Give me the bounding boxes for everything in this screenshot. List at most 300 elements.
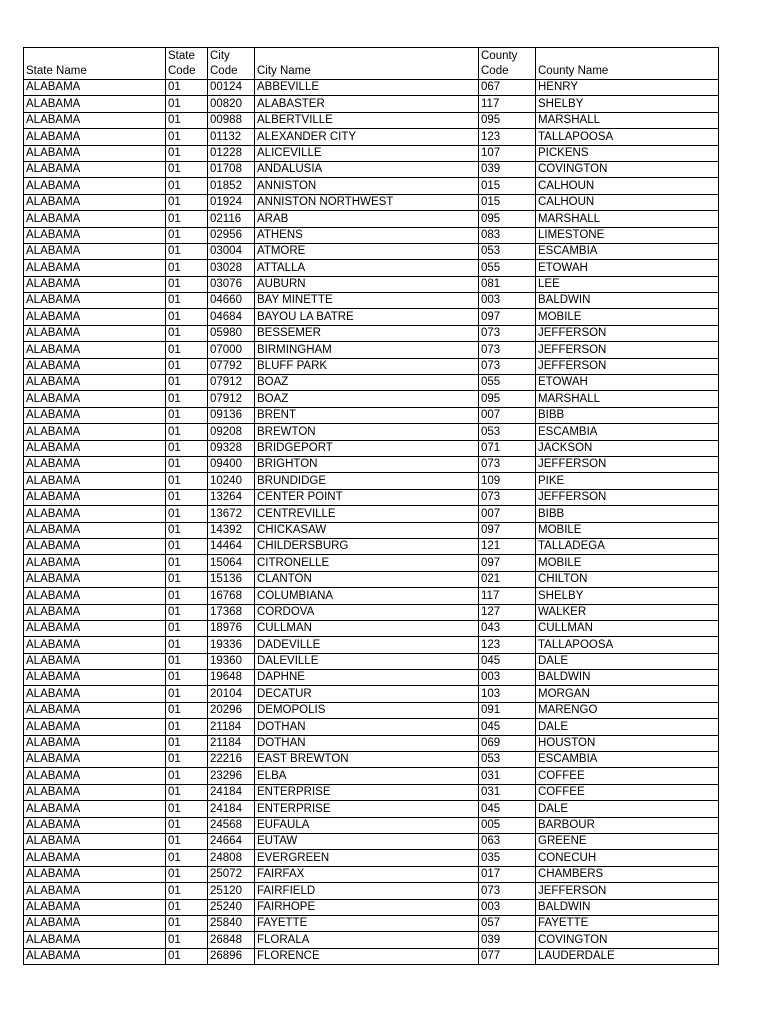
state-name-cell: ALABAMA (24, 653, 166, 669)
state-name-cell: ALABAMA (24, 440, 166, 456)
table-body (24, 80, 719, 965)
city-name-cell: BRIGHTON (255, 456, 479, 472)
county-code-cell: 083 (479, 227, 536, 243)
state-code-cell: 01 (166, 571, 208, 587)
city-name-cell: DALEVILLE (255, 653, 479, 669)
county-code-cell: 039 (479, 932, 536, 948)
county-name-cell: HENRY (536, 80, 719, 96)
city-name-cell: FLORALA (255, 932, 479, 948)
state-name-cell: ALABAMA (24, 456, 166, 472)
state-name-cell: ALABAMA (24, 620, 166, 636)
city-code-cell: 09328 (208, 440, 255, 456)
city-code-cell: 25240 (208, 899, 255, 915)
state-code-cell: 01 (166, 407, 208, 423)
county-name-cell: LEE (536, 276, 719, 292)
city-code-cell: 03004 (208, 243, 255, 259)
county-name-cell: JEFFERSON (536, 456, 719, 472)
state-code-cell: 01 (166, 325, 208, 341)
county-name-cell: CALHOUN (536, 178, 719, 194)
county-name-cell: JEFFERSON (536, 358, 719, 374)
county-name-cell: PICKENS (536, 145, 719, 161)
state-name-cell: ALABAMA (24, 473, 166, 489)
city-name-cell: DOTHAN (255, 719, 479, 735)
city-code-cell: 17368 (208, 604, 255, 620)
table-row (24, 473, 719, 489)
table-row (24, 522, 719, 538)
state-code-cell: 01 (166, 653, 208, 669)
city-code-cell: 03076 (208, 276, 255, 292)
state-code-cell: 01 (166, 96, 208, 112)
county-name-cell: JACKSON (536, 440, 719, 456)
state-code-cell: 01 (166, 915, 208, 931)
county-name-cell: BIBB (536, 506, 719, 522)
city-code-cell: 15064 (208, 555, 255, 571)
county-name-cell: JEFFERSON (536, 883, 719, 899)
county-code-cell: 035 (479, 850, 536, 866)
county-code-cell: 057 (479, 915, 536, 931)
state-code-cell: 01 (166, 293, 208, 309)
city-code-cell: 26896 (208, 948, 255, 964)
county-code-cell: 015 (479, 194, 536, 210)
state-name-cell: ALABAMA (24, 342, 166, 358)
city-code-cell: 23296 (208, 768, 255, 784)
city-name-cell: FLORENCE (255, 948, 479, 964)
county-code-cell: 117 (479, 96, 536, 112)
county-code-cell: 015 (479, 178, 536, 194)
table-row (24, 670, 719, 686)
county-name-cell: ETOWAH (536, 375, 719, 391)
county-name-cell: MOBILE (536, 555, 719, 571)
county-code-cell: 123 (479, 637, 536, 653)
county-name-cell: BALDWIN (536, 899, 719, 915)
county-code-cell: 073 (479, 456, 536, 472)
state-name-cell: ALABAMA (24, 801, 166, 817)
county-name-cell: MARSHALL (536, 391, 719, 407)
table-row (24, 719, 719, 735)
state-code-cell: 01 (166, 932, 208, 948)
city-name-cell: ALBERTVILLE (255, 112, 479, 128)
state-code-cell: 01 (166, 260, 208, 276)
county-code-cell: 109 (479, 473, 536, 489)
county-code-cell: 073 (479, 325, 536, 341)
county-code-cell: 081 (479, 276, 536, 292)
state-name-cell: ALABAMA (24, 752, 166, 768)
county-code-cell: 073 (479, 342, 536, 358)
city-code-cell: 19360 (208, 653, 255, 669)
city-name-cell: ARAB (255, 211, 479, 227)
city-name-cell: EUFAULA (255, 817, 479, 833)
table-row (24, 145, 719, 161)
city-code-cell: 02116 (208, 211, 255, 227)
city-code-cell: 14464 (208, 538, 255, 554)
county-code-cell: 107 (479, 145, 536, 161)
city-code-cell: 25072 (208, 866, 255, 882)
state-code-cell: 01 (166, 276, 208, 292)
city-name-cell: DAPHNE (255, 670, 479, 686)
city-code-cell: 24664 (208, 833, 255, 849)
county-code-cell: 005 (479, 817, 536, 833)
city-code-cell: 04660 (208, 293, 255, 309)
table-row (24, 325, 719, 341)
county-name-cell: LAUDERDALE (536, 948, 719, 964)
county-name-cell: CONECUH (536, 850, 719, 866)
state-name-cell: ALABAMA (24, 161, 166, 177)
state-name-cell: ALABAMA (24, 80, 166, 96)
state-code-cell: 01 (166, 342, 208, 358)
table-row (24, 833, 719, 849)
city-name-cell: EAST BREWTON (255, 752, 479, 768)
city-code-cell: 24184 (208, 801, 255, 817)
state-name-cell: ALABAMA (24, 637, 166, 653)
county-code-cell: 045 (479, 801, 536, 817)
state-name-cell: ALABAMA (24, 932, 166, 948)
city-name-cell: DADEVILLE (255, 637, 479, 653)
state-name-cell: ALABAMA (24, 670, 166, 686)
city-code-cell: 15136 (208, 571, 255, 587)
county-code-cell: 053 (479, 424, 536, 440)
county-name-cell: GREENE (536, 833, 719, 849)
county-code-cell: 003 (479, 670, 536, 686)
table-row (24, 80, 719, 96)
table-row (24, 424, 719, 440)
state-name-cell: ALABAMA (24, 522, 166, 538)
city-code-cell: 07000 (208, 342, 255, 358)
city-name-cell: ABBEVILLE (255, 80, 479, 96)
state-name-cell: ALABAMA (24, 571, 166, 587)
city-name-cell: ANNISTON (255, 178, 479, 194)
state-code-cell: 01 (166, 817, 208, 833)
city-name-cell: FAIRFIELD (255, 883, 479, 899)
state-name-cell: ALABAMA (24, 96, 166, 112)
county-code-cell: 045 (479, 719, 536, 735)
city-code-cell: 09208 (208, 424, 255, 440)
table-row (24, 752, 719, 768)
state-name-cell: ALABAMA (24, 325, 166, 341)
table-row (24, 407, 719, 423)
table-row (24, 293, 719, 309)
county-name-cell: MORGAN (536, 686, 719, 702)
state-code-cell: 01 (166, 522, 208, 538)
city-county-table (23, 47, 719, 965)
county-code-cell: 067 (479, 80, 536, 96)
county-code-cell: 077 (479, 948, 536, 964)
city-code-cell: 16768 (208, 588, 255, 604)
state-code-cell: 01 (166, 489, 208, 505)
state-code-cell: 01 (166, 768, 208, 784)
county-name-cell: HOUSTON (536, 735, 719, 751)
county-code-cell: 003 (479, 899, 536, 915)
state-code-cell: 01 (166, 801, 208, 817)
state-code-cell: 01 (166, 506, 208, 522)
table-row (24, 375, 719, 391)
city-code-cell: 20104 (208, 686, 255, 702)
county-name-cell: COVINGTON (536, 161, 719, 177)
table-row (24, 391, 719, 407)
state-name-cell: ALABAMA (24, 768, 166, 784)
county-code-cell: 039 (479, 161, 536, 177)
city-code-cell: 09400 (208, 456, 255, 472)
table-row (24, 555, 719, 571)
county-name-cell: COFFEE (536, 784, 719, 800)
city-name-cell: BOAZ (255, 391, 479, 407)
county-name-cell: ESCAMBIA (536, 424, 719, 440)
state-name-cell: ALABAMA (24, 588, 166, 604)
city-code-cell: 01708 (208, 161, 255, 177)
table-row (24, 194, 719, 210)
table-row (24, 211, 719, 227)
state-name-cell: ALABAMA (24, 227, 166, 243)
city-code-cell: 01228 (208, 145, 255, 161)
county-name-cell: MARSHALL (536, 112, 719, 128)
city-name-cell: EVERGREEN (255, 850, 479, 866)
county-name-cell: DALE (536, 653, 719, 669)
county-code-cell: 007 (479, 407, 536, 423)
city-name-cell: DEMOPOLIS (255, 702, 479, 718)
city-name-cell: ELBA (255, 768, 479, 784)
table-row (24, 112, 719, 128)
table-row (24, 817, 719, 833)
city-name-cell: CENTREVILLE (255, 506, 479, 522)
state-code-cell: 01 (166, 424, 208, 440)
table-row (24, 358, 719, 374)
state-name-cell: ALABAMA (24, 243, 166, 259)
state-code-cell: 01 (166, 899, 208, 915)
table-row (24, 506, 719, 522)
city-code-cell: 05980 (208, 325, 255, 341)
county-name-cell: BALDWIN (536, 293, 719, 309)
table-row (24, 260, 719, 276)
state-code-cell: 01 (166, 620, 208, 636)
city-name-cell: CHICKASAW (255, 522, 479, 538)
table-row (24, 440, 719, 456)
county-code-cell: 123 (479, 129, 536, 145)
county-name-cell: WALKER (536, 604, 719, 620)
table-row (24, 456, 719, 472)
city-name-cell: CHILDERSBURG (255, 538, 479, 554)
state-code-cell: 01 (166, 473, 208, 489)
county-name-cell: CULLMAN (536, 620, 719, 636)
city-code-cell: 09136 (208, 407, 255, 423)
table-row (24, 129, 719, 145)
city-name-cell: ENTERPRISE (255, 784, 479, 800)
state-name-cell: ALABAMA (24, 260, 166, 276)
state-code-cell: 01 (166, 211, 208, 227)
county-code-cell: 095 (479, 112, 536, 128)
county-name-cell: MARENGO (536, 702, 719, 718)
table-row (24, 489, 719, 505)
state-code-cell: 01 (166, 227, 208, 243)
city-code-cell: 13264 (208, 489, 255, 505)
county-name-cell: BALDWIN (536, 670, 719, 686)
table-row (24, 178, 719, 194)
state-name-cell: ALABAMA (24, 948, 166, 964)
table-row (24, 276, 719, 292)
table-row (24, 571, 719, 587)
state-name-cell: ALABAMA (24, 391, 166, 407)
table-row (24, 883, 719, 899)
table-row (24, 948, 719, 964)
state-code-cell: 01 (166, 670, 208, 686)
city-code-cell: 04684 (208, 309, 255, 325)
state-name-cell: ALABAMA (24, 358, 166, 374)
city-code-cell: 19336 (208, 637, 255, 653)
county-name-cell: ESCAMBIA (536, 243, 719, 259)
city-name-cell: CULLMAN (255, 620, 479, 636)
state-code-cell: 01 (166, 161, 208, 177)
state-code-cell: 01 (166, 112, 208, 128)
county-code-cell: 053 (479, 752, 536, 768)
header-county-code: County Code (479, 48, 536, 80)
county-code-cell: 097 (479, 522, 536, 538)
county-name-cell: CHAMBERS (536, 866, 719, 882)
city-name-cell: ANNISTON NORTHWEST (255, 194, 479, 210)
county-name-cell: TALLAPOOSA (536, 637, 719, 653)
county-code-cell: 021 (479, 571, 536, 587)
city-name-cell: BRUNDIDGE (255, 473, 479, 489)
table-row (24, 784, 719, 800)
city-code-cell: 26848 (208, 932, 255, 948)
state-code-cell: 01 (166, 588, 208, 604)
state-name-cell: ALABAMA (24, 112, 166, 128)
state-name-cell: ALABAMA (24, 735, 166, 751)
county-code-cell: 097 (479, 309, 536, 325)
table-row (24, 309, 719, 325)
state-name-cell: ALABAMA (24, 489, 166, 505)
city-name-cell: CITRONELLE (255, 555, 479, 571)
county-code-cell: 053 (479, 243, 536, 259)
city-name-cell: AUBURN (255, 276, 479, 292)
county-code-cell: 031 (479, 768, 536, 784)
state-name-cell: ALABAMA (24, 194, 166, 210)
county-name-cell: DALE (536, 801, 719, 817)
county-name-cell: CHILTON (536, 571, 719, 587)
state-name-cell: ALABAMA (24, 309, 166, 325)
state-name-cell: ALABAMA (24, 506, 166, 522)
city-code-cell: 24184 (208, 784, 255, 800)
state-code-cell: 01 (166, 702, 208, 718)
county-name-cell: TALLADEGA (536, 538, 719, 554)
city-code-cell: 24808 (208, 850, 255, 866)
state-code-cell: 01 (166, 538, 208, 554)
state-name-cell: ALABAMA (24, 538, 166, 554)
table-row (24, 850, 719, 866)
city-code-cell: 01132 (208, 129, 255, 145)
table-row (24, 686, 719, 702)
state-name-cell: ALABAMA (24, 817, 166, 833)
county-name-cell: MOBILE (536, 522, 719, 538)
county-code-cell: 095 (479, 391, 536, 407)
county-code-cell: 043 (479, 620, 536, 636)
city-code-cell: 25120 (208, 883, 255, 899)
state-name-cell: ALABAMA (24, 702, 166, 718)
header-city-name: City Name (255, 48, 479, 80)
city-name-cell: ATTALLA (255, 260, 479, 276)
state-code-cell: 01 (166, 637, 208, 653)
city-name-cell: FAIRFAX (255, 866, 479, 882)
county-name-cell: JEFFERSON (536, 342, 719, 358)
county-name-cell: BARBOUR (536, 817, 719, 833)
county-name-cell: ETOWAH (536, 260, 719, 276)
county-name-cell: BIBB (536, 407, 719, 423)
table-row (24, 538, 719, 554)
state-code-cell: 01 (166, 719, 208, 735)
city-name-cell: EUTAW (255, 833, 479, 849)
city-name-cell: ATMORE (255, 243, 479, 259)
city-code-cell: 00820 (208, 96, 255, 112)
county-code-cell: 045 (479, 653, 536, 669)
county-name-cell: MOBILE (536, 309, 719, 325)
county-code-cell: 103 (479, 686, 536, 702)
city-name-cell: ALEXANDER CITY (255, 129, 479, 145)
county-code-cell: 071 (479, 440, 536, 456)
county-code-cell: 007 (479, 506, 536, 522)
table-row (24, 735, 719, 751)
state-name-cell: ALABAMA (24, 604, 166, 620)
state-code-cell: 01 (166, 129, 208, 145)
state-code-cell: 01 (166, 358, 208, 374)
county-code-cell: 097 (479, 555, 536, 571)
county-name-cell: ESCAMBIA (536, 752, 719, 768)
county-code-cell: 055 (479, 260, 536, 276)
county-name-cell: JEFFERSON (536, 489, 719, 505)
header-city-code: City Code (208, 48, 255, 80)
city-name-cell: BAYOU LA BATRE (255, 309, 479, 325)
city-name-cell: COLUMBIANA (255, 588, 479, 604)
table-row (24, 702, 719, 718)
state-code-cell: 01 (166, 555, 208, 571)
city-code-cell: 03028 (208, 260, 255, 276)
table-row (24, 899, 719, 915)
table-row (24, 227, 719, 243)
city-code-cell: 01924 (208, 194, 255, 210)
city-name-cell: BOAZ (255, 375, 479, 391)
city-code-cell: 21184 (208, 735, 255, 751)
county-code-cell: 117 (479, 588, 536, 604)
county-name-cell: TALLAPOOSA (536, 129, 719, 145)
state-code-cell: 01 (166, 883, 208, 899)
state-name-cell: ALABAMA (24, 424, 166, 440)
state-code-cell: 01 (166, 80, 208, 96)
state-name-cell: ALABAMA (24, 719, 166, 735)
table-row (24, 604, 719, 620)
city-name-cell: BESSEMER (255, 325, 479, 341)
city-name-cell: ALABASTER (255, 96, 479, 112)
state-name-cell: ALABAMA (24, 129, 166, 145)
state-code-cell: 01 (166, 178, 208, 194)
state-name-cell: ALABAMA (24, 293, 166, 309)
county-name-cell: COFFEE (536, 768, 719, 784)
county-name-cell: DALE (536, 719, 719, 735)
city-name-cell: BLUFF PARK (255, 358, 479, 374)
county-code-cell: 095 (479, 211, 536, 227)
city-name-cell: ENTERPRISE (255, 801, 479, 817)
state-name-cell: ALABAMA (24, 555, 166, 571)
state-code-cell: 01 (166, 686, 208, 702)
county-code-cell: 073 (479, 883, 536, 899)
table-row (24, 866, 719, 882)
city-code-cell: 00124 (208, 80, 255, 96)
state-code-cell: 01 (166, 784, 208, 800)
table-row (24, 620, 719, 636)
city-name-cell: FAYETTE (255, 915, 479, 931)
table-row (24, 161, 719, 177)
state-code-cell: 01 (166, 735, 208, 751)
state-code-cell: 01 (166, 243, 208, 259)
city-name-cell: CORDOVA (255, 604, 479, 620)
city-name-cell: FAIRHOPE (255, 899, 479, 915)
state-code-cell: 01 (166, 866, 208, 882)
state-code-cell: 01 (166, 391, 208, 407)
